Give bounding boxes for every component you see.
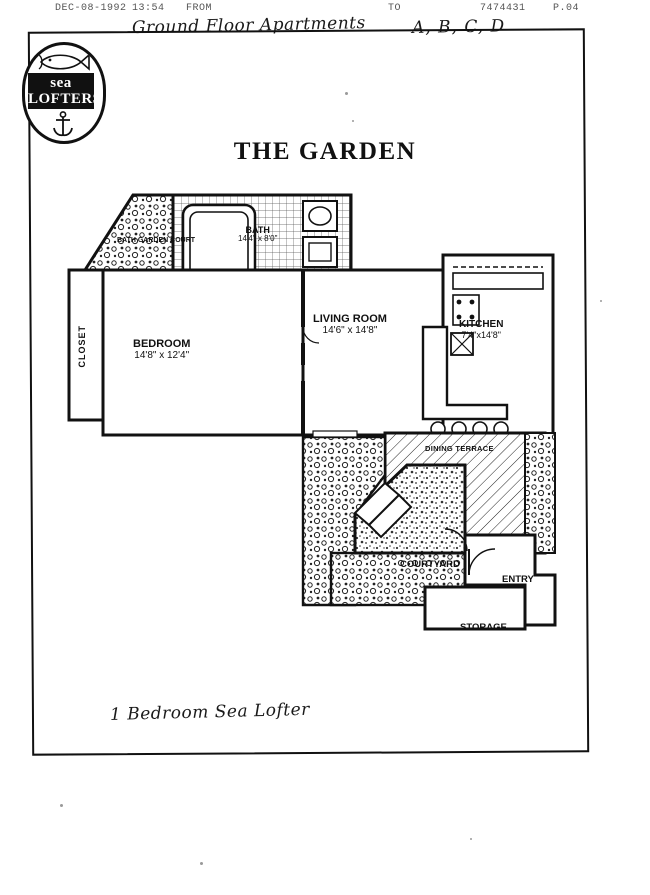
bedroom-name: BEDROOM: [133, 338, 191, 350]
scan-artifact: [200, 862, 203, 865]
living-room-dimensions: 14'6" x 14'8": [322, 325, 378, 337]
room-label-storage: STORAGE: [460, 622, 507, 633]
bath-dimensions: 14'4" x 8'0": [238, 234, 278, 244]
scan-artifact: [470, 838, 472, 840]
handwritten-note-top-right: A, B, C, D: [411, 16, 506, 38]
kitchen-dimensions: 7'4"x14'8": [461, 330, 501, 341]
plan-title: THE GARDEN: [233, 138, 417, 165]
room-label-bedroom: [133, 338, 190, 362]
room-label-closet: CLOSET: [77, 325, 87, 368]
floor-plan-drawing: [55, 175, 575, 675]
scan-artifact: [60, 804, 63, 807]
room-label-entry: ENTRY: [502, 574, 534, 585]
room-label-bath-garden-court: BATH GARDEN COURT: [117, 237, 196, 244]
fax-page: P.04: [553, 3, 580, 14]
room-label-dining-terrace: DINING TERRACE: [425, 444, 494, 453]
fax-number: 7474431: [480, 3, 526, 14]
handwritten-note-top-left: Ground Floor Apartments: [131, 13, 366, 38]
room-label-bath: [238, 225, 277, 244]
fax-from-label: FROM: [186, 3, 213, 14]
scan-artifact: [345, 92, 348, 95]
kitchen-name: KITCHEN: [459, 319, 504, 330]
fax-time: 13:54: [132, 3, 165, 14]
handwritten-note-bottom: 1 Bedroom Sea Lofter: [109, 699, 311, 725]
room-label-living-room: [313, 313, 387, 337]
bath-name: BATH: [245, 225, 270, 235]
floor-plan: [55, 175, 575, 675]
logo-line-2: LOFTERS: [28, 91, 102, 107]
living-room-name: LIVING ROOM: [313, 313, 387, 325]
room-label-kitchen: [459, 319, 503, 340]
fax-to-label: TO: [388, 3, 402, 14]
fish-icon: [37, 51, 91, 73]
anchor-icon: [51, 111, 75, 137]
fax-date: DEC-08-1992: [55, 3, 127, 14]
logo-wordmark: [28, 73, 102, 109]
sea-lofters-logo: [22, 42, 106, 144]
bedroom-dimensions: 14'8" x 12'4": [134, 350, 190, 362]
logo-line-1: sea: [50, 75, 72, 91]
room-label-courtyard: COURTYARD: [400, 559, 460, 570]
scan-artifact: [352, 120, 354, 122]
scan-artifact: [600, 300, 602, 302]
